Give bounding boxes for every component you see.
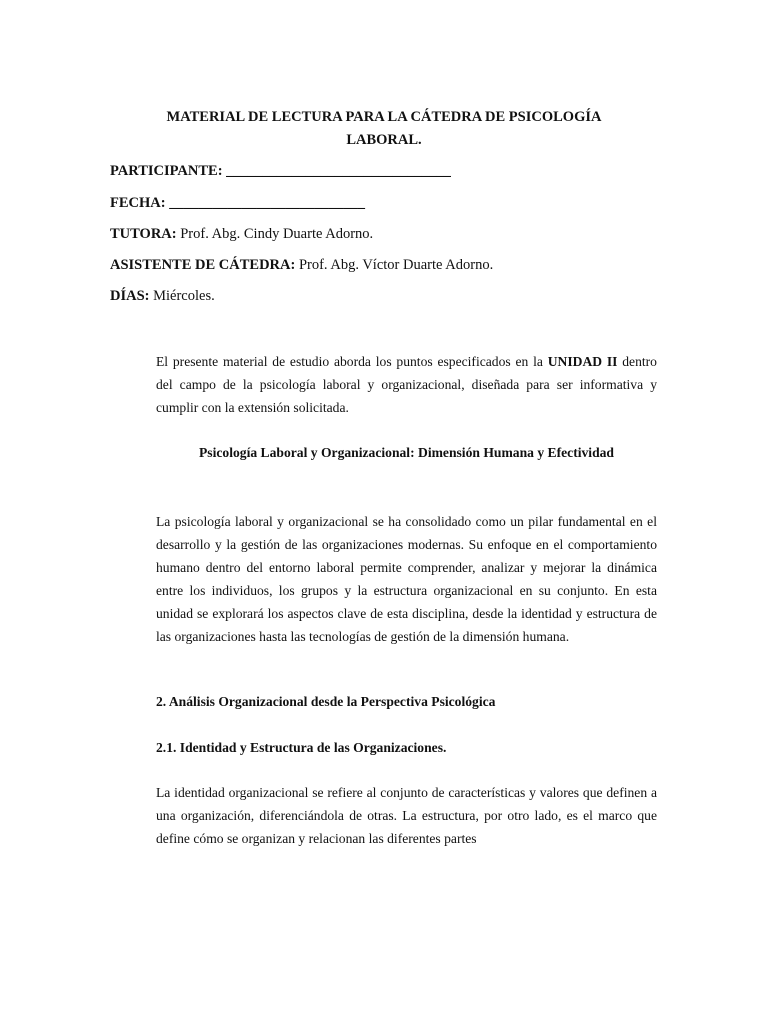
intro-text-after: dentro del campo de la psicología laboral y organizacional, diseñada para ser informativa y cumplir con la extensión solicitada. [156, 354, 657, 415]
title-line-2: LABORAL. [346, 132, 422, 148]
intro-unit-bold: UNIDAD II [547, 354, 618, 369]
dias-label: DÍAS: [110, 288, 150, 304]
paragraph-1: La psicología laboral y organizacional se ha consolidado como un pilar fundamental en el desarrollo y la gestión de las organizaciones modernas. Su enfoque en el comportamiento humano dentro del entorno laboral permite comprender, analizar y mejorar la dinámica entre los individuos, los grupos y la estructura organizacional en su conjunto. En esta unidad se explorará los aspectos clave de esta disciplina, desde la identidad y estructura de las organizaciones hasta las tecnologías de gestión de la dimensión humana. [156, 514, 657, 644]
asistente-value: Prof. Abg. Víctor Duarte Adorno. [298, 257, 494, 273]
intro-paragraph [156, 350, 657, 419]
participante-blank: _______________________________ [226, 163, 451, 179]
fecha-label: FECHA: [110, 195, 166, 211]
tutora-field [110, 224, 373, 244]
tutora-value: Prof. Abg. Cindy Duarte Adorno. [180, 226, 374, 242]
fecha-field [110, 193, 365, 213]
dias-field [110, 286, 215, 306]
subsection-heading: 2.1. Identidad y Estructura de las Organizaciones. [156, 740, 447, 755]
section-heading: 2. Análisis Organizacional desde la Perspectiva Psicológica [156, 694, 496, 709]
paragraph-2: La identidad organizacional se refiere al conjunto de características y valores que definen a una organización, diferenciándola de otras. La estructura, por otro lado, es el marco que define cómo se organizan y relacionan las diferentes partes [156, 785, 657, 846]
document-title [110, 106, 658, 152]
asistente-field [110, 255, 493, 275]
main-heading: Psicología Laboral y Organizacional: Dimensión Humana y Efectividad [199, 445, 614, 460]
dias-value: Miércoles. [153, 288, 215, 304]
intro-text-before: El presente material de estudio aborda los puntos especificados en la [156, 354, 543, 369]
asistente-label: ASISTENTE DE CÁTEDRA: [110, 257, 296, 273]
fecha-blank: ___________________________ [169, 195, 365, 211]
participante-field [110, 161, 451, 181]
tutora-label: TUTORA: [110, 226, 177, 242]
participante-label: PARTICIPANTE: [110, 163, 223, 179]
title-line-1: MATERIAL DE LECTURA PARA LA CÁTEDRA DE PSICOLOGÍA [166, 109, 602, 125]
